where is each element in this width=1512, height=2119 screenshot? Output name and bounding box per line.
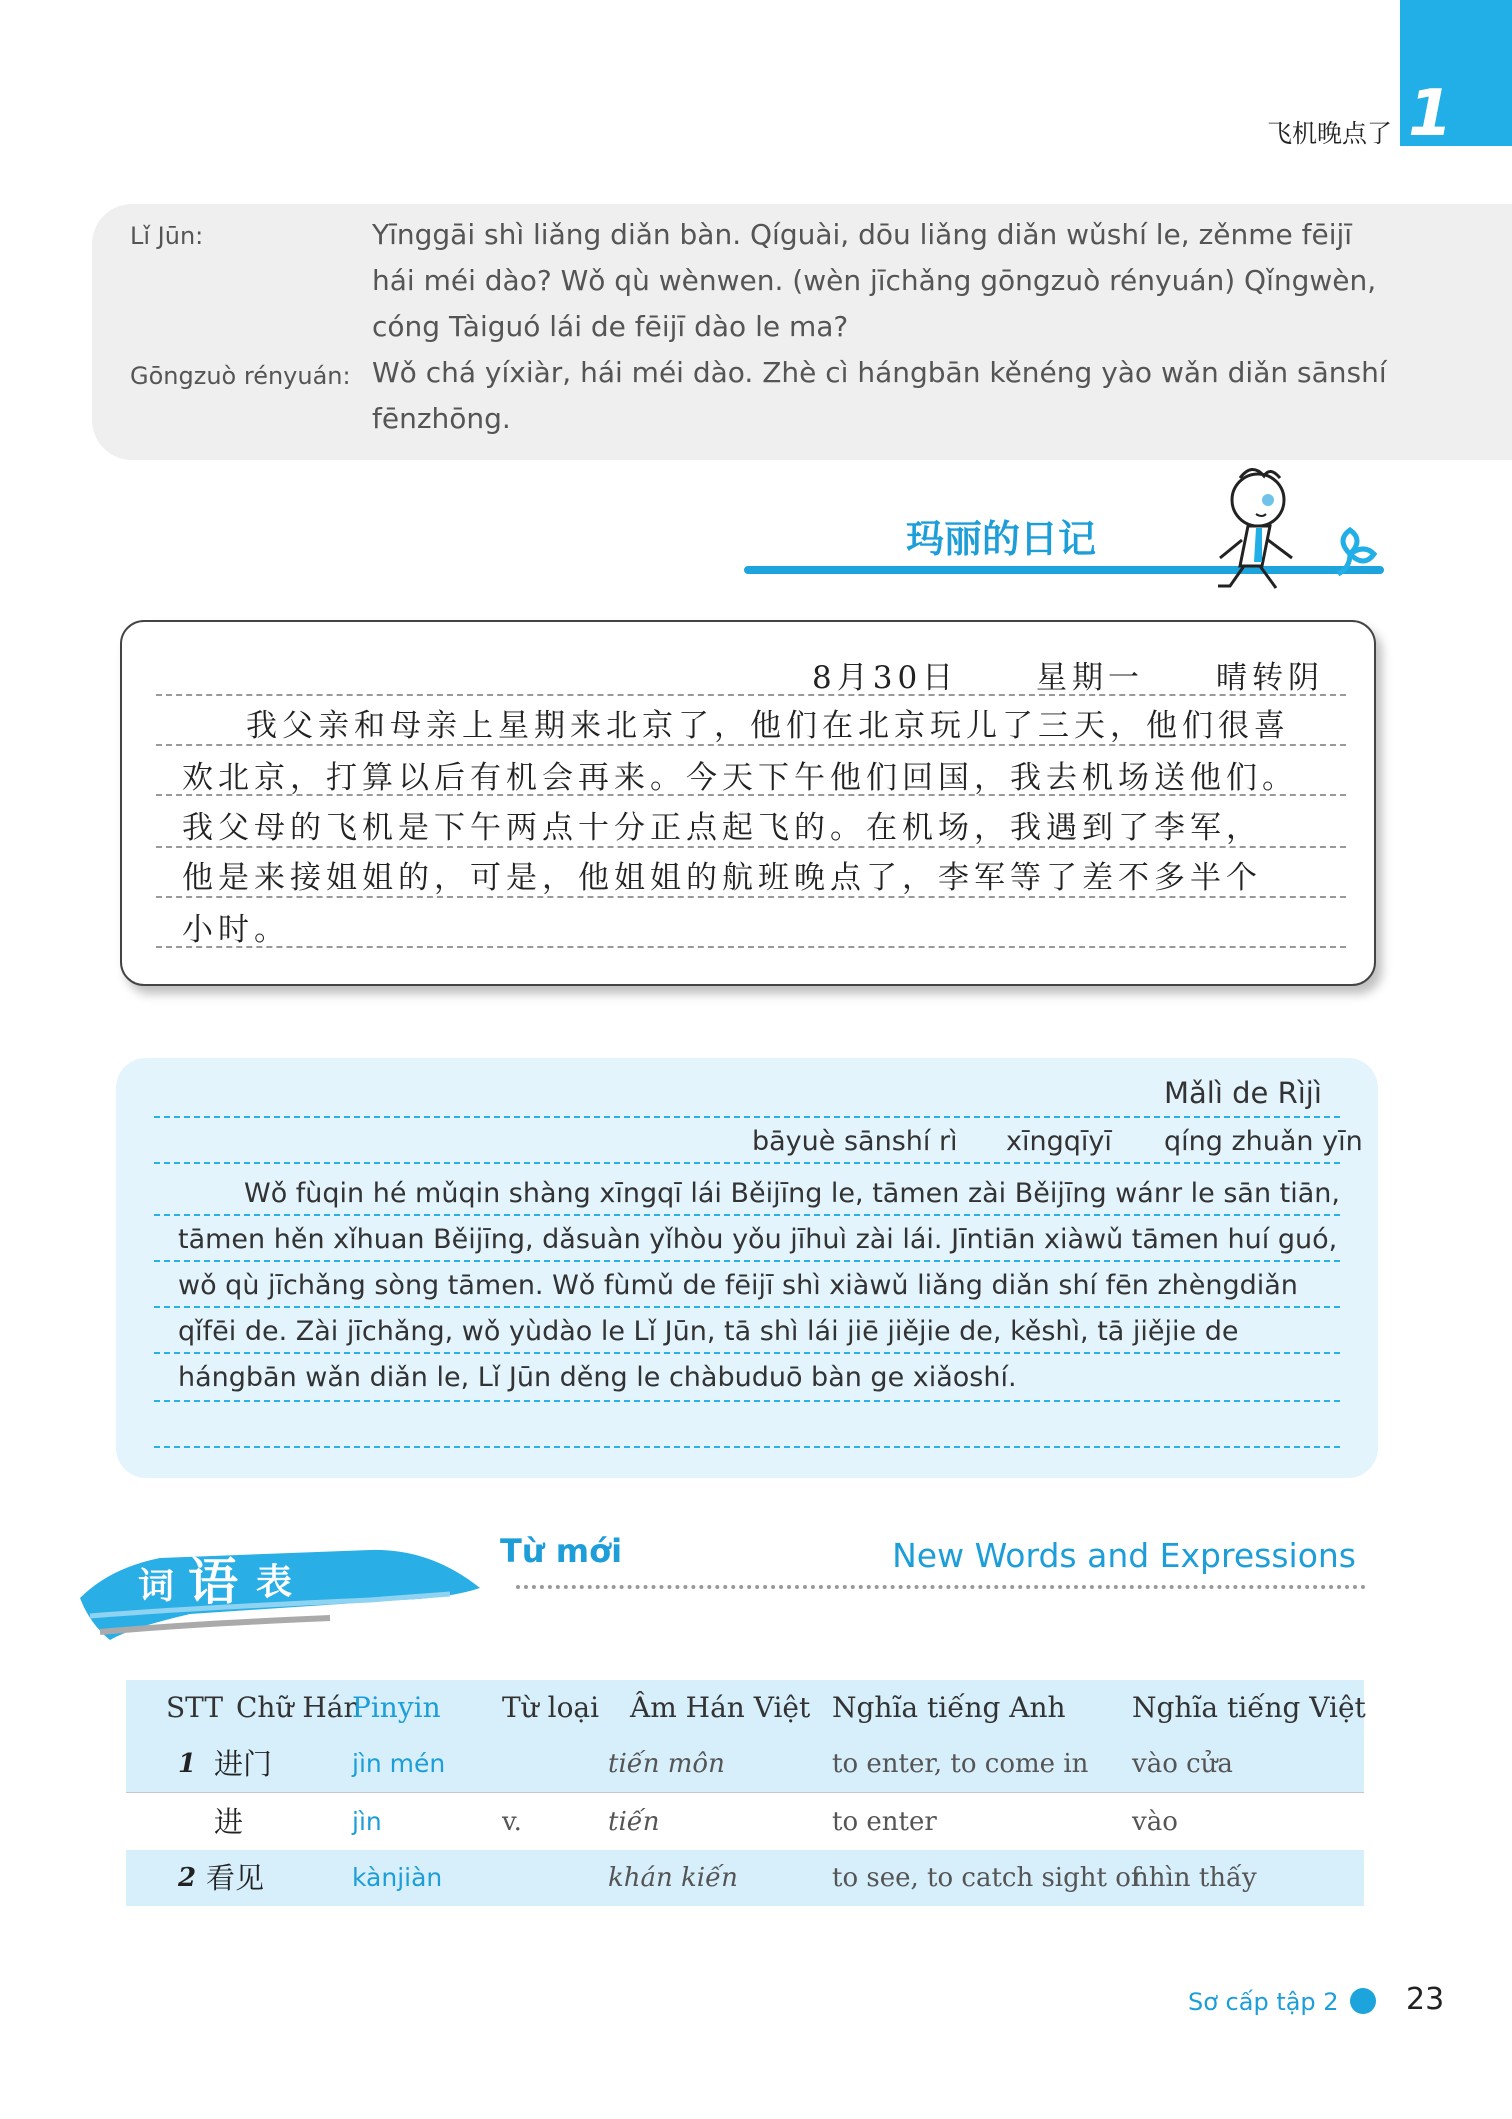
dashed-rule	[154, 1214, 1340, 1216]
dashed-rule	[154, 1352, 1340, 1354]
speaker-name: Gōngzuò rényuán:	[130, 362, 351, 390]
english-cell: to enter, to come in	[832, 1749, 1089, 1779]
pos-cell: v.	[502, 1807, 522, 1837]
vocab-title-vi: Từ mới	[500, 1532, 623, 1570]
dashed-rule	[156, 694, 1346, 696]
dashed-rule	[154, 1260, 1340, 1262]
dialogue-line: Yīnggāi shì liǎng diǎn bàn. Qíguài, dōu liǎng diǎn wǔshí le, zěnme fēijī	[372, 218, 1353, 251]
pinyin-weekday: xīngqīyī	[1006, 1126, 1112, 1157]
boy-doodle-icon	[1200, 462, 1380, 597]
dashed-rule	[154, 1162, 1340, 1164]
row-divider	[126, 1792, 1364, 1793]
dashed-rule	[156, 846, 1346, 848]
pinyin-title: Mǎlì de Rìjì	[1164, 1076, 1322, 1110]
chapter-title: 飞机晚点了	[1266, 119, 1392, 148]
col-header: Chữ Hán	[236, 1691, 362, 1724]
footer-label: Sơ cấp tập 2	[1188, 1988, 1339, 2016]
col-header: Nghĩa tiếng Việt	[1132, 1691, 1366, 1724]
hanzi-cell: 进门	[214, 1747, 273, 1781]
dashed-rule	[156, 744, 1346, 746]
diary-title: 玛丽的日记	[906, 517, 1097, 561]
dashed-rule	[156, 896, 1346, 898]
pinyin-line: wǒ qù jīchǎng sòng tāmen. Wǒ fùmǔ de fēijī shì xiàwǔ liǎng diǎn shí fēn zhèngdiǎn	[178, 1270, 1298, 1301]
pinyin-line: tāmen hěn xǐhuan Běijīng, dǎsuàn yǐhòu yǒu jīhuì zài lái. Jīntiān xiàwǔ tāmen huí guó,	[178, 1224, 1338, 1255]
diary-line: 他是来接姐姐的，可是，他姐姐的航班晚点了，李军等了差不多半个	[182, 860, 1262, 896]
vietnamese-cell: vào	[1132, 1807, 1178, 1837]
page-number: 23	[1406, 1982, 1445, 2017]
pinyin-date: bāyuè sānshí rì	[752, 1126, 958, 1157]
english-cell: to see, to catch sight of	[832, 1863, 1141, 1893]
badge-char: 语	[188, 1553, 238, 1611]
table-row	[126, 1794, 1364, 1850]
badge-char: 词	[138, 1566, 175, 1607]
english-cell: to enter	[832, 1807, 937, 1837]
dialogue-line: fēnzhōng.	[372, 402, 511, 435]
table-row	[126, 1850, 1364, 1906]
diary-line: 欢北京，打算以后有机会再来。今天下午他们回国，我去机场送他们。	[182, 760, 1298, 796]
dialogue-line: Wǒ chá yíxiàr, hái méi dào. Zhè cì hángbān kěnéng yào wǎn diǎn sānshí	[372, 356, 1387, 389]
dashed-rule	[154, 1400, 1340, 1402]
vocab-title-en: New Words and Expressions	[892, 1536, 1356, 1575]
col-header: Từ loại	[502, 1691, 600, 1724]
chapter-number: 1	[1408, 77, 1453, 151]
pinyin-line: Wǒ fùqin hé mǔqin shàng xīngqī lái Běijīng le, tāmen zài Běijīng wánr le sān tiān,	[244, 1178, 1340, 1209]
pinyin-card	[116, 1058, 1378, 1478]
diary-line: 小时。	[182, 912, 290, 948]
dialogue-line: hái méi dào? Wǒ qù wènwen. (wèn jīchǎng gōngzuò rényuán) Qǐngwèn,	[372, 264, 1377, 297]
col-header: Pinyin	[352, 1691, 441, 1724]
vietnamese-cell: vào cửa	[1132, 1749, 1233, 1779]
dashed-rule	[156, 794, 1346, 796]
diary-line: 我父亲和母亲上星期来北京了，他们在北京玩儿了三天，他们很喜	[246, 708, 1290, 744]
diary-date: 8月30日	[812, 660, 959, 696]
pinyin-cell: jìn	[352, 1807, 382, 1836]
row-number: 1	[178, 1749, 197, 1779]
diary-weather: 晴转阴	[1216, 660, 1324, 696]
dashed-rule	[156, 946, 1346, 948]
footer-dot	[1350, 1988, 1376, 2014]
vietnamese-cell: nhìn thấy	[1132, 1863, 1257, 1893]
speaker-name: Lǐ Jūn:	[130, 222, 204, 250]
pinyin-line: qǐfēi de. Zài jīchǎng, wǒ yùdào le Lǐ Jūn, tā shì lái jiē jiějie de, kěshì, tā jiějie de	[178, 1316, 1239, 1347]
pinyin-weather: qíng zhuǎn yīn	[1164, 1126, 1363, 1157]
hanzi-cell: 看见	[206, 1861, 265, 1895]
col-header: Nghĩa tiếng Anh	[832, 1691, 1066, 1724]
dialogue-line: cóng Tàiguó lái de fēijī dào le ma?	[372, 310, 849, 343]
dashed-rule	[154, 1306, 1340, 1308]
hanviet-cell: khán kiến	[608, 1863, 738, 1893]
table-row	[126, 1736, 1364, 1792]
hanviet-cell: tiến	[608, 1807, 660, 1837]
dotted-rule	[516, 1585, 1366, 1589]
col-header: STT	[166, 1691, 224, 1724]
pinyin-cell: jìn mén	[352, 1749, 446, 1778]
dashed-rule	[154, 1116, 1340, 1118]
diary-weekday: 星期一	[1036, 660, 1144, 696]
hanviet-cell: tiến môn	[608, 1749, 725, 1779]
pinyin-line: hángbān wǎn diǎn le, Lǐ Jūn děng le chàbuduō bàn ge xiǎoshí.	[178, 1362, 1017, 1393]
pinyin-cell: kànjiàn	[352, 1863, 443, 1892]
badge-char: 表	[256, 1562, 293, 1603]
diary-line: 我父母的飞机是下午两点十分正点起飞的。在机场，我遇到了李军，	[182, 810, 1262, 846]
table-header-row	[126, 1680, 1364, 1736]
col-header: Âm Hán Việt	[630, 1691, 811, 1724]
hanzi-cell: 进	[214, 1805, 244, 1839]
row-number: 2	[178, 1863, 197, 1893]
dashed-rule	[154, 1446, 1340, 1448]
